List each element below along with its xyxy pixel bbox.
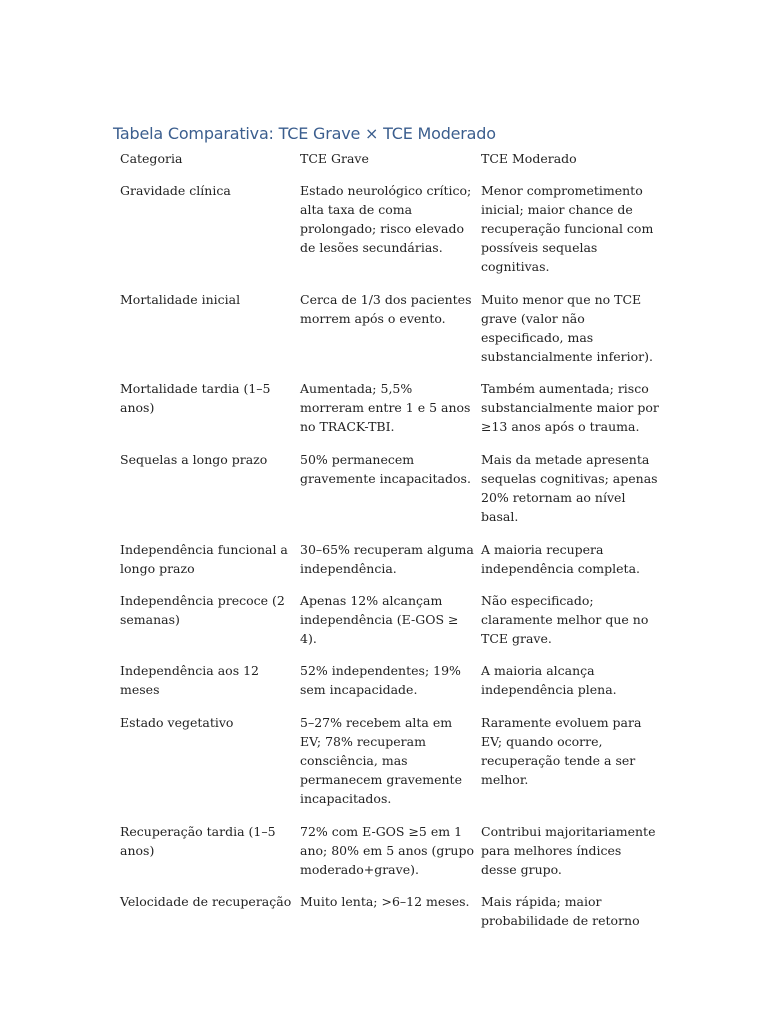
row-tce-grave: Aumentada; 5,5% morreram entre 1 e 5 anos no TRACK-TBI. — [300, 381, 471, 434]
table-row — [120, 591, 660, 661]
row-tce-grave: Estado neurológico crítico; alta taxa de coma prolongado; risco elevado de lesões secundárias. — [300, 183, 472, 255]
row-category: Estado vegetativo — [120, 715, 234, 730]
header-cell-tce-grave: TCE Grave — [300, 151, 369, 166]
row-category: Independência precoce (2 semanas) — [120, 593, 285, 627]
row-tce-grave: 72% com E-GOS ≥5 em 1 ano; 80% em 5 anos (grupo moderado+grave). — [300, 824, 474, 877]
table-row — [120, 540, 660, 591]
row-category: Mortalidade tardia (1–5 anos) — [120, 381, 271, 415]
row-tce-grave: 30–65% recuperam alguma independência. — [300, 542, 474, 576]
row-tce-grave: 52% independentes; 19% sem incapacidade. — [300, 663, 461, 697]
row-tce-moderado: Contribui majoritariamente para melhores índices desse grupo. — [481, 824, 656, 877]
row-tce-grave: 50% permanecem gravemente incapacitados. — [300, 452, 471, 486]
table-row — [120, 379, 660, 450]
row-tce-moderado: Também aumentada; risco substancialmente maior por ≥13 anos após o trauma. — [481, 381, 659, 434]
table-row — [120, 661, 660, 713]
table-row — [120, 181, 660, 290]
row-tce-grave: Cerca de 1/3 dos pacientes morrem após o evento. — [300, 292, 472, 326]
row-tce-moderado: Raramente evoluem para EV; quando ocorre, recuperação tende a ser melhor. — [481, 715, 642, 787]
table-row — [120, 713, 660, 822]
row-tce-grave: Apenas 12% alcançam independência (E-GOS ≥ 4). — [300, 593, 459, 646]
table-row — [120, 822, 660, 892]
table-row — [120, 450, 660, 540]
table-row — [120, 290, 660, 379]
header-cell-categoria: Categoria — [120, 151, 183, 166]
comparison-table — [120, 149, 660, 936]
table-header-row — [120, 149, 660, 181]
row-category: Recuperação tardia (1–5 anos) — [120, 824, 276, 858]
document-title: Tabela Comparativa: TCE Grave × TCE Moderado — [113, 124, 496, 143]
row-category: Independência aos 12 meses — [120, 663, 259, 697]
row-tce-grave: Muito lenta; >6–12 meses. — [300, 894, 470, 909]
row-category: Mortalidade inicial — [120, 292, 241, 307]
row-category: Gravidade clínica — [120, 183, 231, 198]
row-tce-grave: 5–27% recebem alta em EV; 78% recuperam consciência, mas permanecem gravemente incapacitados. — [300, 715, 462, 806]
row-category: Velocidade de recuperação — [120, 894, 292, 909]
table-row — [120, 892, 660, 936]
row-tce-moderado: A maioria recupera independência completa. — [481, 542, 640, 576]
row-tce-moderado: Não especificado; claramente melhor que no TCE grave. — [481, 593, 649, 646]
row-tce-moderado: Menor comprometimento inicial; maior chance de recuperação funcional com possíveis sequelas cognitivas. — [481, 183, 654, 274]
row-tce-moderado: Muito menor que no TCE grave (valor não especificado, mas substancialmente inferior). — [481, 292, 653, 364]
row-tce-moderado: Mais da metade apresenta sequelas cognitivas; apenas 20% retornam ao nível basal. — [481, 452, 658, 524]
row-category: Sequelas a longo prazo — [120, 452, 268, 467]
row-category: Independência funcional a longo prazo — [120, 542, 288, 576]
row-tce-moderado: A maioria alcança independência plena. — [481, 663, 617, 697]
header-cell-tce-moderado: TCE Moderado — [481, 151, 577, 166]
row-tce-moderado: Mais rápida; maior probabilidade de retorno — [481, 894, 640, 928]
